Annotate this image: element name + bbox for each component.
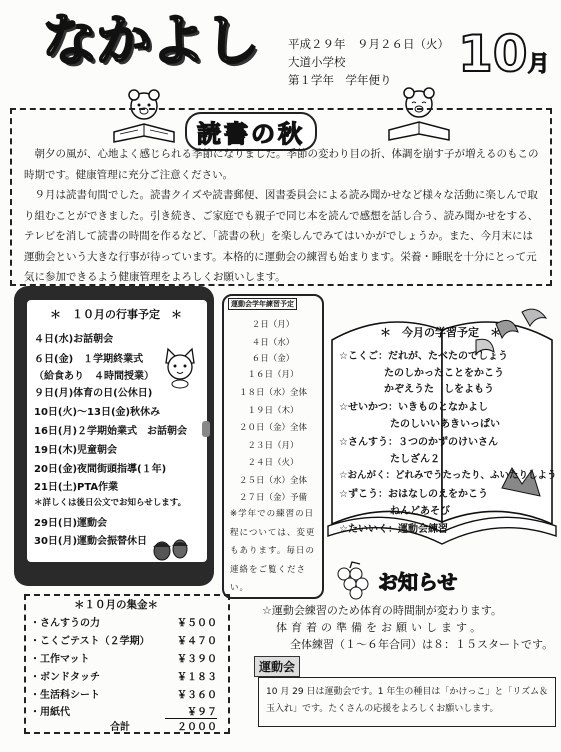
study-plan-title: ＊ 今月の学習予定 ＊ xyxy=(380,326,501,339)
schedule-row: １８日（水）全体 xyxy=(238,388,307,398)
study-item: ☆こくご：だれが、たべたのでしょう xyxy=(339,351,508,362)
schedule-row: ２４日（火） xyxy=(247,458,299,468)
collection-item-name: ・さんすうの力 xyxy=(30,618,100,629)
header-info xyxy=(288,35,449,89)
issue-date: 平成２９年 ９月２６日（火） xyxy=(288,37,449,51)
schedule-row: ４日（水） xyxy=(251,338,295,348)
collection-item-name: ・工作マット xyxy=(30,654,90,665)
cat-illustration xyxy=(158,345,198,389)
collection-item-amount: ￥３６０ xyxy=(177,690,217,701)
tablet-button-icon xyxy=(200,420,212,438)
collection-title: ＊１０月の集金＊ xyxy=(74,599,158,611)
acorn-illustration xyxy=(150,535,190,561)
collection-item-amount: ￥９７ xyxy=(165,703,217,719)
study-item: ☆ずこう：おはなしのえをかこう xyxy=(339,489,488,500)
reading-paragraph: ９月は読書旬間でした。読書クイズや読書郵便、図書委員会による読み聞かせなど様々な活動に楽しんで取り組むことができました。引き続き、ご家庭でも親子で同じ本を読んで感想を話し合う、読み聞かせをする、テレビを消して読書の時間を作るなど、「読書の秋」を楽しんでみてはいかがでしょうか。また、今月末には運動会という大きな行事が待っています。本格的に運動会の練習も始まります。栄養・睡眠を十分にとって元気に参加できるよう健康管理をよろしくお願いします。 xyxy=(24,189,539,283)
schedule-note: ※学年での練習の日程については、変更もあります。毎日の連絡をご覧ください。 xyxy=(230,509,316,593)
schedule-row: ２０日（金）全体 xyxy=(238,423,307,433)
event-item: 16日(月)２学期始業式 お話朝会 xyxy=(34,426,188,437)
notice-line: 全体練習（１～６年合同）は８：１５スタートです。 xyxy=(290,638,554,651)
event-item: ４日(水)お話朝会 xyxy=(34,334,114,345)
month-suffix: 月 xyxy=(527,52,550,77)
collection-total-label: 合計 xyxy=(110,722,130,733)
event-item: 19日(木)児童朝会 xyxy=(34,445,118,456)
event-item: 29日(日)運動会 xyxy=(34,518,108,529)
collection-item-amount: ￥１８３ xyxy=(177,672,217,683)
month-label xyxy=(458,26,550,82)
event-item: ＊詳しくは後日公文でお知らせします。 xyxy=(34,498,187,508)
collection-item-name: ・生活科シート xyxy=(30,690,100,701)
event-item: ９日(月)体育の日(公休日) xyxy=(34,388,153,399)
reading-title: 読書の秋 xyxy=(185,112,317,151)
grade-label: 第１学年 学年便り xyxy=(288,73,392,87)
sports-day-title: 運動会 xyxy=(254,656,300,677)
school-name: 大道小学校 xyxy=(288,55,346,69)
sports-day-text: 10 月 29 日は運動会です。1 年生の種目は「かけっこ」と「リズム＆玉入れ」です。たくさんの応援をよろしくお願いします。 xyxy=(266,687,549,714)
schedule-row: １６日（月） xyxy=(247,370,299,380)
reading-body xyxy=(24,144,542,288)
notice-title: お知らせ xyxy=(378,570,458,594)
schedule-row: ２３日（月） xyxy=(247,441,299,451)
study-item: ☆さんすう：３つのかずのけいさん xyxy=(339,437,498,448)
study-item: かぞえうた しをよもう xyxy=(384,384,494,395)
event-item: ６日(金) １学期終業式 xyxy=(34,354,144,365)
study-item: ☆たいいく：運動会練習 xyxy=(339,524,448,535)
schedule-row: ６日（金） xyxy=(251,354,295,364)
schedule-row: ２５日（水）全体 xyxy=(238,476,307,486)
collection-item-amount: ￥３９０ xyxy=(177,654,217,665)
event-item: 21日(土)PTA作業 xyxy=(34,482,119,493)
study-item: たしざん２ xyxy=(390,454,440,465)
study-item: ☆おんがく：どれみでうたったり、ふいたりしよう xyxy=(339,470,557,481)
schedule-row: ２日（月） xyxy=(251,320,295,330)
event-item: 30日(月)運動会振替休日 xyxy=(34,536,148,547)
collection-item-amount: ￥４７０ xyxy=(177,636,217,647)
event-item: 10日(火)～13日(金)秋休み xyxy=(34,407,161,418)
collection-total-amount: ２０００ xyxy=(177,722,217,733)
collection-item-name: ・用紙代 xyxy=(30,707,70,718)
collection-item-name: ・ボンドタッチ xyxy=(30,672,100,683)
newsletter-title: なかよし xyxy=(42,9,258,74)
study-item: ☆せいかつ：いきものとなかよし xyxy=(339,402,488,413)
collection-item-name: ・こくごテスト（２学期） xyxy=(30,636,150,647)
notice-line: ☆運動会練習のため体育の時間制が変わります。 xyxy=(262,604,502,617)
event-item: 20日(金)夜間街頭指導(１年) xyxy=(34,464,167,475)
month-number: 10 xyxy=(458,25,528,83)
reading-paragraph: 朝夕の風が、心地よく感じられる季節になりました。季節の変わり目の折、体調を崩す子が増えるのもこの時期です。健康管理に充分ご注意ください。 xyxy=(24,148,539,181)
event-item: （給食あり ４時間授業） xyxy=(34,371,154,382)
practice-schedule-title: 運動会学年練習予定 xyxy=(228,298,297,310)
events-title: ＊ １０月の行事予定 ＊ xyxy=(50,308,182,321)
schedule-row: ２７日（金）予備 xyxy=(238,493,307,503)
study-item: たのしかったことをかこう xyxy=(384,368,504,379)
notice-line: 体育着の準備をお願いします。 xyxy=(276,621,486,634)
grapes-illustration xyxy=(330,560,374,600)
study-item: ねんどあそび xyxy=(390,506,450,517)
study-item: たのしいいあきいっぱい xyxy=(390,419,500,430)
schedule-row: １９日（木） xyxy=(247,406,299,416)
collection-item-amount: ￥５００ xyxy=(177,618,217,629)
